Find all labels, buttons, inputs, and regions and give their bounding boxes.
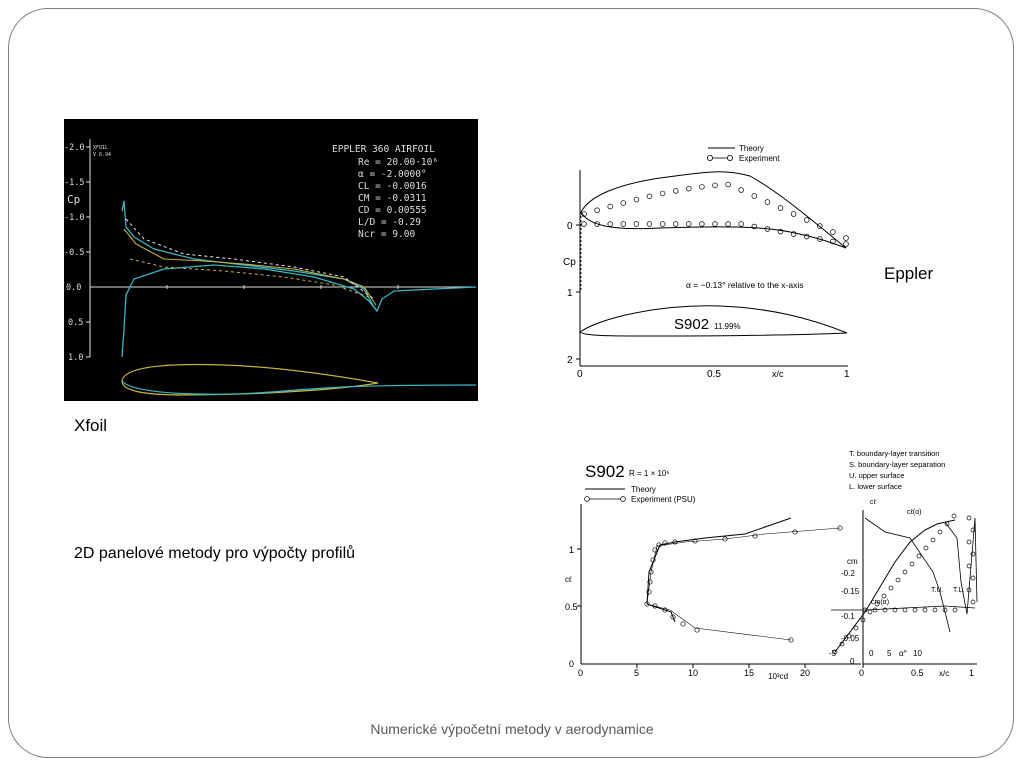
xfoil-ylabel: Cp — [67, 193, 81, 206]
polar-curve-label: cℓ(α) — [907, 509, 922, 516]
eppler-ytick: 0 — [567, 221, 573, 232]
eppler-xtick: 0.5 — [707, 369, 721, 380]
polar-title: S902 — [585, 462, 625, 481]
eppler-xtick: 1 — [844, 369, 850, 380]
xfoil-param: CD = 0.00555 — [358, 205, 427, 216]
xfoil-ytick: -2.0 — [64, 143, 85, 153]
polar-left-xtick: 20 — [800, 668, 811, 678]
main-text: 2D panelové metody pro výpočty profilů — [74, 545, 356, 562]
xfoil-param: CL = -0.0016 — [358, 181, 427, 192]
polar-left-ytick: 1 — [569, 545, 575, 555]
eppler-plot-svg — [560, 140, 860, 380]
xfoil-plot-svg — [64, 119, 478, 401]
polar-right-xlabel: x/c — [939, 669, 950, 678]
eppler-xtick: 0 — [577, 369, 583, 380]
polar-plot-svg — [565, 442, 985, 682]
xfoil-param: Ncr = 9.00 — [358, 229, 416, 240]
polar-curve-label: T.L. — [953, 587, 965, 594]
polar-left-ytick: 0 — [569, 659, 575, 669]
polar-curve-label: cm(α) — [871, 599, 890, 606]
polar-right-xtick: 0 — [859, 668, 865, 678]
polar-key-item: U. upper surface — [849, 471, 905, 480]
xfoil-ytick: 0.0 — [66, 283, 82, 293]
polar-left-xtick: 5 — [634, 668, 640, 678]
polar-cm-tick: -0.1 — [841, 612, 855, 621]
polar-cm-tick: -0.05 — [841, 634, 860, 643]
polar-left-ytick: 0.5 — [565, 602, 578, 612]
eppler-ylabel: Cp — [563, 257, 576, 268]
polar-left-ylabel: cℓ — [565, 575, 572, 584]
xfoil-title: EPPLER 360 AIRFOIL — [332, 144, 435, 155]
eppler-legend-theory: Theory — [739, 144, 764, 153]
polar-reynolds: R = 1 × 10⁶ — [629, 469, 670, 478]
eppler-annotation: α = −0.13° relative to the x-axis — [686, 280, 804, 290]
polar-right-ylabel: cℓ — [870, 499, 876, 506]
slide-footer: Numerické výpočetní metody v aerodynamice — [370, 721, 654, 737]
caption-eppler: Eppler — [884, 264, 934, 283]
polar-key-item: L. lower surface — [849, 482, 902, 491]
eppler-legend-experiment: Experiment — [739, 154, 780, 163]
polar-alpha-tick: 0 — [869, 649, 874, 658]
polar-right-xtick: 0.5 — [911, 668, 924, 678]
xfoil-plot-image — [64, 119, 478, 401]
eppler-airfoil-name: S902 — [674, 316, 710, 333]
polar-cm-label: cm — [847, 557, 858, 566]
polar-curve-label: T.U. — [931, 587, 944, 594]
polar-cm-tick: -0.2 — [841, 569, 855, 578]
polar-left-xtick: 10 — [688, 668, 699, 678]
eppler-plot-image — [560, 140, 860, 380]
eppler-ytick: 2 — [567, 355, 573, 366]
polar-cm-tick: -0.15 — [841, 587, 860, 596]
polar-legend-theory: Theory — [631, 485, 656, 494]
xfoil-corner-label: V 6.94 — [93, 152, 112, 158]
xfoil-corner-label: XFOIL — [93, 145, 109, 151]
xfoil-param: CM = -0.0311 — [358, 193, 427, 204]
caption-xfoil: Xfoil — [74, 416, 108, 435]
polar-key-item: S. boundary-layer separation — [849, 460, 946, 469]
polar-right-xtick: 1 — [969, 668, 975, 678]
polar-left-xtick: 15 — [744, 668, 755, 678]
polar-left-xlabel: 10³cd — [768, 672, 789, 681]
polar-alpha-tick: 5 — [887, 649, 892, 658]
xfoil-param: L/D = -0.29 — [358, 217, 421, 228]
xfoil-ytick: 1.0 — [68, 353, 84, 363]
polar-alpha-tick: 10 — [913, 649, 922, 658]
polar-key-item: T. boundary-layer transition — [849, 449, 940, 458]
xfoil-ytick: 0.5 — [68, 318, 84, 328]
xfoil-ytick: -1.0 — [64, 213, 85, 223]
polar-cm-tick: 0 — [850, 657, 855, 666]
polar-alpha-tick: α° — [899, 649, 907, 658]
xfoil-ytick: -0.5 — [64, 248, 85, 258]
polar-plot-image — [565, 442, 985, 682]
polar-legend-experiment: Experiment (PSU) — [631, 495, 696, 504]
xfoil-ytick: -1.5 — [64, 178, 85, 188]
eppler-xlabel: x/c — [772, 369, 784, 379]
polar-left-xtick: 0 — [578, 668, 584, 678]
xfoil-param: Re = 20.00·10⁶ — [358, 157, 439, 168]
eppler-airfoil-thickness: 11.99% — [714, 322, 741, 331]
polar-alpha-tick: -5 — [829, 649, 837, 658]
eppler-ytick: 1 — [567, 288, 573, 299]
xfoil-param: α = -2.0000° — [358, 169, 427, 180]
